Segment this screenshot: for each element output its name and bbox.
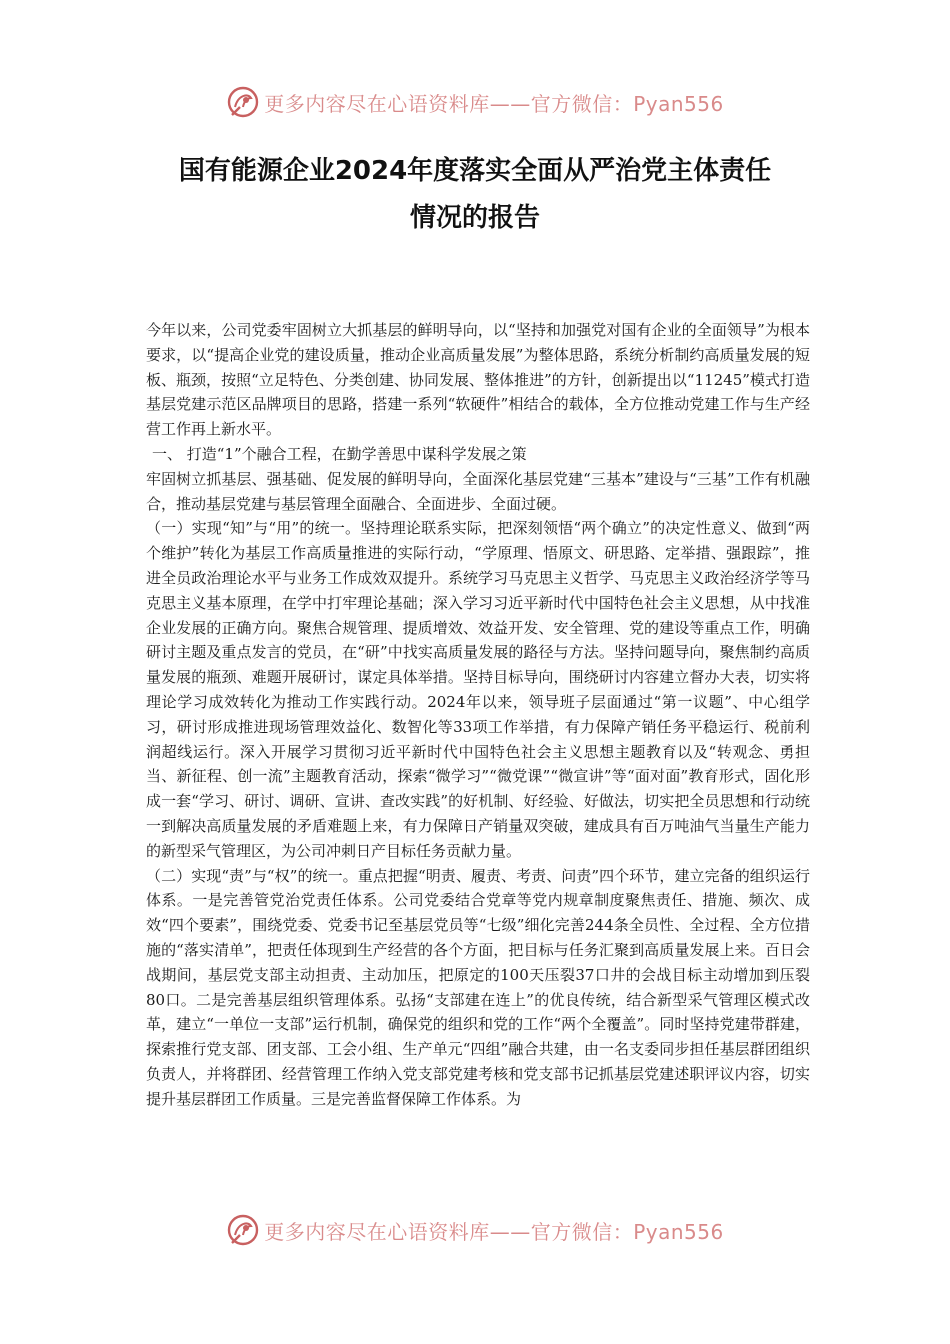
- paragraph-intro: 今年以来，公司党委牢固树立大抓基层的鲜明导向，以“坚持和加强党对国有企业的全面领导”为根本要求，以“提高企业党的建设质量，推动企业高质量发展”为整体思路，系统分析制约高质量发展的短板、瓶颈，按照“立足特色、分类创建、协同发展、整体推进”的方针，创新提出以“11245”模式打造基层党建示范区品牌项目的思路，搭建一系列“软硬件”相结合的载体，全方位推动党建工作与生产经营工作再上新水平。: [146, 321, 810, 439]
- paragraph-subsection-2: （二）实现“责”与“权”的统一。重点把握“明责、履责、考责、问责”四个环节，建立完备的组织运行体系。一是完善管党治党责任体系。公司党委结合党章等党内规章制度聚焦责任、措施、频次、成效“四个要素”，围绕党委、党委书记至基层党员等“七级”细化完善244条全员性、全过程、全方位措施的“落实清单”，把责任体现到生产经营的各个方面，把目标与任务汇聚到高质量发展上来。百日会战期间，基层党支部主动担责、主动加压，把原定的100天压裂37口井的会战目标主动增加到压裂80口。二是完善基层组织管理体系。弘扬“支部建在连上”的优良传统，结合新型采气管理区模式改革，建立“一单位一支部”运行机制，确保党的组织和党的工作“两个全覆盖”。同时坚持党建带群建，探索推行党支部、团支部、工会小组、生产单元“四组”融合共建，由一名支委同步担任基层群团组织负责人，并将群团、经营管理工作纳入党支部党建考核和党支部书记抓基层党建述职评议内容，切实提升基层群团工作质量。三是完善监督保障工作体系。为: [146, 866, 810, 1108]
- paragraph-subsection-1: （一）实现“知”与“用”的统一。坚持理论联系实际，把深刻领悟“两个确立”的决定性意义、做到“两个维护”转化为基层工作高质量推进的实际行动，“学原理、悟原文、研思路、定举措、强跟踪”，推进全员政治理论水平与业务工作成效双提升。系统学习马克思主义哲学、马克思主义政治经济学等马克思主义基本原理，在学中打牢理论基础；深入学习习近平新时代中国特色社会主义思想，从中找准企业发展的正确方向。聚焦合规管理、提质增效、效益开发、安全管理、党的建设等重点工作，明确研讨主题及重点发言的党员，在“研”中找实高质量发展的路径与方法。坚持问题导向，聚焦制约高质量发展的瓶颈、难题开展研讨，谋定具体举措。坚持目标导向，围绕研讨内容建立督办大表，切实将理论学习成效转化为推动工作实践行动。2024年以来，领导班子层面通过“第一议题”、中心组学习，研讨形成推进现场管理效益化、数智化等33项工作举措，有力保障产销任务平稳运行、税前利润超线运行。深入开展学习贯彻习近平新时代中国特色社会主义思想主题教育以及“转观念、勇担当、新征程、创一流”主题教育活动，探索“微学习”“微党课”“微宣讲”等“面对面”教育形式，固化形成一套“学习、研讨、调研、宣讲、查改实践”的好机制、好经验、好做法，切实把全员思想和行动统一到解决高质量发展的矛盾难题上来，有力保障日产销量双突破，建成具有百万吨油气当量生产能力的新型采气管理区，为公司冲刺日产目标任务贡献力量。: [146, 519, 810, 860]
- watermark-text: 更多内容尽在心语资料库——官方微信：Pyan556: [264, 1219, 724, 1244]
- section-heading-1: 一、 打造“1”个融合工程，在勤学善思中谋科学发展之策: [152, 444, 527, 463]
- watermark-banner-top: [0, 82, 950, 122]
- watermark-text: 更多内容尽在心语资料库——官方微信：Pyan556: [264, 91, 724, 116]
- document-title-line-1: 国有能源企业2024年度落实全面从严治党主体责任: [178, 156, 772, 186]
- document-body: [146, 318, 810, 1112]
- rose-seal-logo-icon: [226, 1213, 260, 1247]
- rose-seal-logo-icon: [226, 85, 260, 119]
- paragraph-section-1-lead: 牢固树立抓基层、强基础、促发展的鲜明导向，全面深化基层党建“三基本”建设与“三基”工作有机融合，推动基层党建与基层管理全面融合、全面进步、全面过硬。: [146, 469, 810, 513]
- watermark-banner-bottom: [0, 1210, 950, 1250]
- document-title-line-2: 情况的报告: [409, 203, 540, 233]
